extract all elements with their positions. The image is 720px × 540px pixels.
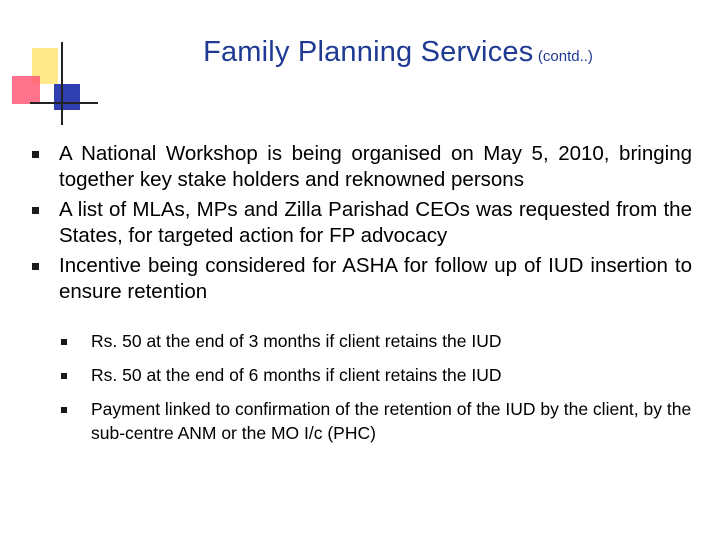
square-bullet-icon <box>61 407 67 413</box>
bullet-text: A National Workshop is being organised on May 5, 2010, bringing together key stake holders and reknowned persons <box>59 142 692 191</box>
bullet-item <box>30 253 692 305</box>
title-main: Family Planning Services <box>203 36 534 68</box>
bullet-text: Incentive being considered for ASHA for follow up of IUD insertion to ensure retention <box>59 254 692 303</box>
sub-bullet-text: Rs. 50 at the end of 3 months if client retains the IUD <box>91 331 502 351</box>
square-bullet-icon <box>61 339 67 345</box>
square-bullet-icon <box>32 207 39 214</box>
sub-bullet-item <box>60 397 700 445</box>
bullet-item <box>30 197 692 249</box>
slide-title <box>0 36 720 69</box>
sub-bullet-item <box>60 329 700 353</box>
deco-red-square <box>12 76 40 104</box>
bullet-item <box>30 141 692 193</box>
bullet-text: A list of MLAs, MPs and Zilla Parishad CEOs was requested from the States, for targeted action for FP advocacy <box>59 198 692 247</box>
bullet-list <box>30 141 692 309</box>
square-bullet-icon <box>32 151 39 158</box>
deco-blue-square <box>54 84 80 110</box>
title-suffix: (contd..) <box>537 48 593 65</box>
sub-bullet-item <box>60 363 700 387</box>
sub-bullet-text: Payment linked to confirmation of the retention of the IUD by the client, by the sub-centre ANM or the MO I/c (PHC) <box>91 399 692 443</box>
sub-bullet-list <box>60 329 700 455</box>
square-bullet-icon <box>61 373 67 379</box>
sub-bullet-text: Rs. 50 at the end of 6 months if client retains the IUD <box>91 365 502 385</box>
square-bullet-icon <box>32 263 39 270</box>
